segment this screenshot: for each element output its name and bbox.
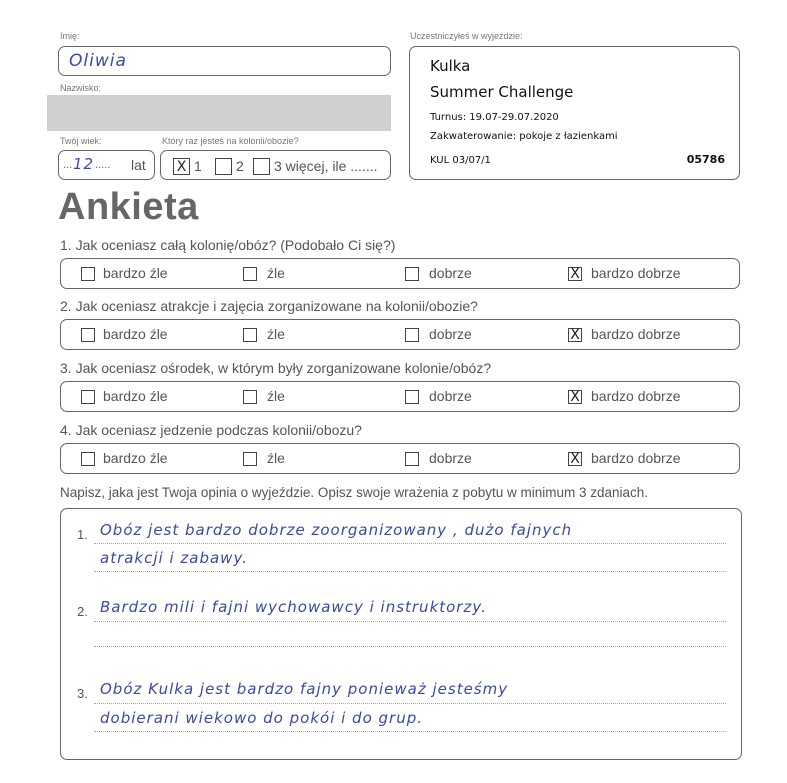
surname-label: Nazwisko: xyxy=(60,83,102,93)
age-unit: lat xyxy=(131,157,146,173)
age-dots-before: ... xyxy=(63,159,73,171)
opinion-dotline xyxy=(94,621,726,622)
opinion-dotline xyxy=(94,646,726,647)
q4-label-bardzo-dobrze: bardzo dobrze xyxy=(591,450,681,466)
times-option-1-label: 1 xyxy=(194,158,202,174)
q4-label-bardzo-zle: bardzo źle xyxy=(103,450,168,466)
opinion-1-line-2: atrakcji i zabawy. xyxy=(100,549,248,567)
q4-label-dobrze: dobrze xyxy=(429,450,472,466)
q3-label-bardzo-zle: bardzo źle xyxy=(103,388,168,404)
q3-label-zle: źle xyxy=(267,388,285,404)
q4-mark: X xyxy=(570,451,580,467)
opinion-2-line-1: Bardzo mili i fajni wychowawcy i instruktorzy. xyxy=(100,598,487,616)
opinion-prompt: Napisz, jaka jest Twoja opinia o wyjeździe. Opisz swoje wrażenia z pobytu w minimum 3 zdaniach. xyxy=(60,485,649,500)
question-1-options xyxy=(60,258,740,289)
q1-label-bardzo-dobrze: bardzo dobrze xyxy=(591,265,681,281)
q1-label-dobrze: dobrze xyxy=(429,265,472,281)
camp-label: Uczestniczyłeś w wyjeździe: xyxy=(410,31,523,41)
q2-checkbox-zle[interactable] xyxy=(243,328,257,342)
q3-label-bardzo-dobrze: bardzo dobrze xyxy=(591,388,681,404)
times-checkbox-2[interactable] xyxy=(215,158,232,175)
q4-checkbox-zle[interactable] xyxy=(243,452,257,466)
name-value: Oliwia xyxy=(69,51,127,71)
q3-checkbox-zle[interactable] xyxy=(243,390,257,404)
q1-label-bardzo-zle: bardzo źle xyxy=(103,265,168,281)
survey-title: Ankieta xyxy=(58,186,199,228)
q1-checkbox-bardzo-dobrze[interactable] xyxy=(568,267,582,281)
opinion-3-line-2: dobierani wiekowo do pokói i do grup. xyxy=(100,709,424,727)
q2-label-bardzo-dobrze: bardzo dobrze xyxy=(591,326,681,342)
age-value: 12 xyxy=(73,155,95,173)
q2-label-dobrze: dobrze xyxy=(429,326,472,342)
opinion-dotline xyxy=(94,703,726,704)
opinion-1-line-1: Obóz jest bardzo dobrze zoorganizowany , dużo fajnych xyxy=(100,521,573,539)
opinion-3-line-1: Obóz Kulka jest bardzo fajny ponieważ jesteśmy xyxy=(100,680,509,698)
q3-checkbox-dobrze[interactable] xyxy=(405,390,419,404)
name-label: Imię: xyxy=(60,31,80,41)
camp-info-box xyxy=(409,46,740,180)
q1-checkbox-dobrze[interactable] xyxy=(405,267,419,281)
times-option-2-label: 2 xyxy=(236,158,244,174)
q2-checkbox-bardzo-zle[interactable] xyxy=(81,328,95,342)
q1-checkbox-bardzo-zle[interactable] xyxy=(81,267,95,281)
question-1-text: 1. Jak oceniasz całą kolonię/obóz? (Podobało Ci się?) xyxy=(60,237,396,253)
question-2-text: 2. Jak oceniasz atrakcje i zajęcia zorganizowane na kolonii/obozie? xyxy=(60,298,478,314)
times-mark-1: X xyxy=(176,158,187,175)
q4-checkbox-dobrze[interactable] xyxy=(405,452,419,466)
times-checkbox-1[interactable] xyxy=(173,158,190,175)
q2-checkbox-dobrze[interactable] xyxy=(405,328,419,342)
camp-turnus: Turnus: 19.07-29.07.2020 xyxy=(430,112,559,123)
q3-mark: X xyxy=(570,389,580,405)
opinion-dotline xyxy=(94,571,726,572)
question-3-options xyxy=(60,381,740,412)
q2-label-zle: źle xyxy=(267,326,285,342)
camp-program: Summer Challenge xyxy=(430,83,574,101)
times-option-3-label: 3 więcej, ile ....... xyxy=(274,158,378,174)
camp-number: 05786 xyxy=(686,153,725,166)
q3-label-dobrze: dobrze xyxy=(429,388,472,404)
q1-checkbox-zle[interactable] xyxy=(243,267,257,281)
camp-code: KUL 03/07/1 xyxy=(430,155,491,166)
q2-checkbox-bardzo-dobrze[interactable] xyxy=(568,328,582,342)
times-field xyxy=(160,150,391,180)
age-label: Twój wiek: xyxy=(60,136,102,146)
times-checkbox-3[interactable] xyxy=(253,158,270,175)
times-label: Który raz jesteś na kolonii/obozie? xyxy=(162,136,299,146)
surname-redacted xyxy=(47,95,391,131)
question-4-text: 4. Jak oceniasz jedzenie podczas kolonii/obozu? xyxy=(60,422,362,438)
opinion-dotline xyxy=(94,731,726,732)
question-3-text: 3. Jak oceniasz ośrodek, w którym były zorganizowane kolonie/obóz? xyxy=(60,360,492,376)
q4-checkbox-bardzo-zle[interactable] xyxy=(81,452,95,466)
q3-checkbox-bardzo-dobrze[interactable] xyxy=(568,390,582,404)
opinion-2-number: 2. xyxy=(77,604,88,619)
camp-accommodation: Zakwaterowanie: pokoje z łazienkami xyxy=(430,131,618,142)
name-field[interactable] xyxy=(58,46,391,76)
opinion-3-number: 3. xyxy=(77,686,88,701)
age-dots-after: ..... xyxy=(95,159,111,171)
q1-label-zle: źle xyxy=(267,265,285,281)
q2-mark: X xyxy=(570,327,580,343)
question-2-options xyxy=(60,319,740,350)
q2-label-bardzo-zle: bardzo źle xyxy=(103,326,168,342)
q4-label-zle: źle xyxy=(267,450,285,466)
camp-name: Kulka xyxy=(430,57,471,75)
opinion-dotline xyxy=(94,543,726,544)
age-field[interactable] xyxy=(58,150,155,180)
opinion-1-number: 1. xyxy=(77,527,88,542)
q3-checkbox-bardzo-zle[interactable] xyxy=(81,390,95,404)
q1-mark: X xyxy=(570,266,580,282)
q4-checkbox-bardzo-dobrze[interactable] xyxy=(568,452,582,466)
question-4-options xyxy=(60,443,740,474)
